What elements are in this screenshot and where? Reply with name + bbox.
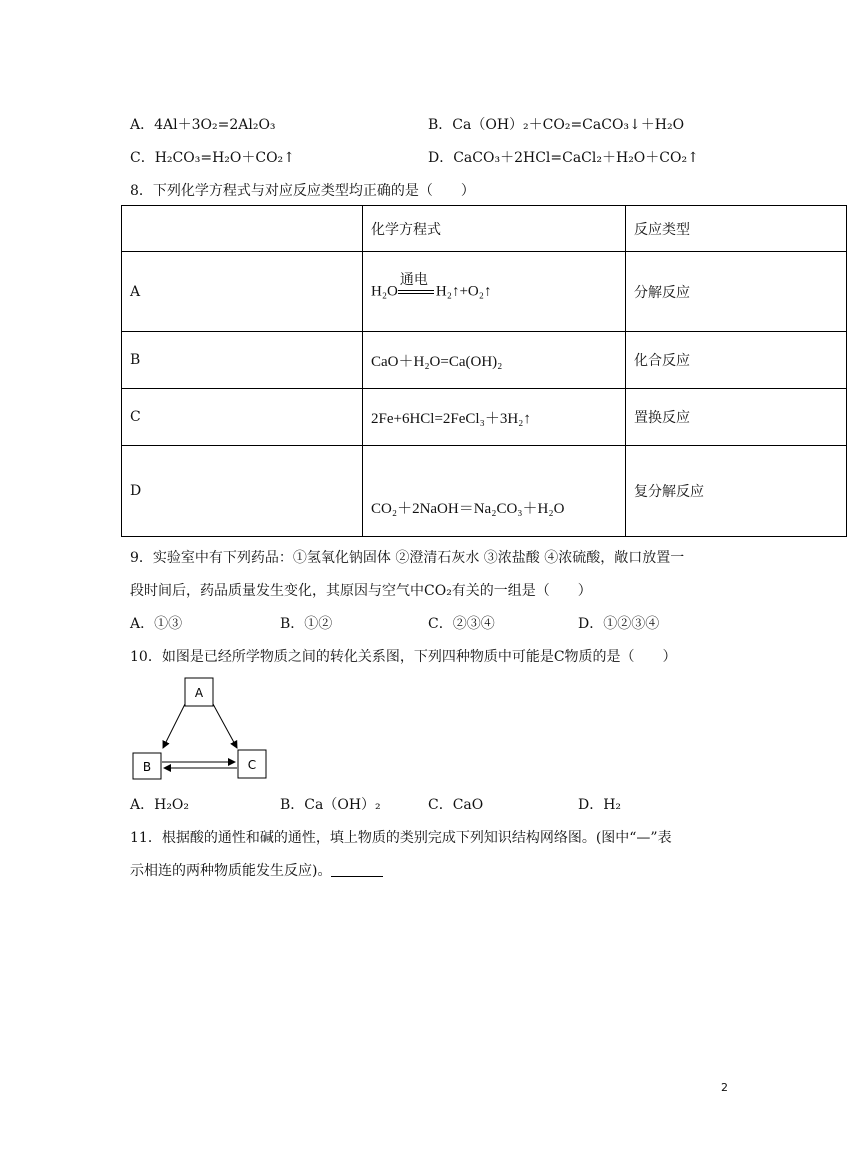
node-c-label: C <box>247 758 257 772</box>
q9-option-a: A．①③ <box>130 616 183 632</box>
table-row <box>122 332 847 389</box>
q7-option-b: B．Ca（OH）₂＋CO₂=CaCO₃↓＋H₂O <box>428 117 685 133</box>
q7-option-c: C．H₂CO₃=H₂O＋CO₂↑ <box>130 150 295 166</box>
row-equation: CO₂＋2NaOH＝Na₂CO₃＋H₂O <box>363 446 626 537</box>
row-label: A <box>122 252 363 332</box>
header-type-cell: 反应类型 <box>626 206 847 252</box>
q10-option-b: B．Ca（OH）₂ <box>280 797 381 813</box>
page-number: 2 <box>721 1081 728 1094</box>
q9-option-d: D．①②③④ <box>578 616 660 632</box>
q9-stem-line2: 段时间后，药品质量发生变化，其原因与空气中CO₂有关的一组是（ ） <box>130 583 592 599</box>
header-blank-cell <box>122 206 363 252</box>
row-label: C <box>122 389 363 446</box>
q9-option-b: B．①② <box>280 616 333 632</box>
row-label: D <box>122 446 363 537</box>
q10-option-d: D．H₂ <box>578 797 622 813</box>
row-type: 化合反应 <box>626 332 847 389</box>
q7-option-d: D．CaCO₃＋2HCl=CaCl₂＋H₂O＋CO₂↑ <box>428 150 699 166</box>
table-header-row <box>122 206 847 252</box>
row-type: 置换反应 <box>626 389 847 446</box>
table-row <box>122 446 847 537</box>
q10-option-a: A．H₂O₂ <box>130 797 190 813</box>
q11-stem-line1: 11．根据酸的通性和碱的通性，填上物质的类别完成下列知识结构网络图。(图中“—”表 <box>130 830 672 846</box>
equation-right: H₂↑+O₂↑ <box>435 282 492 299</box>
q10-stem: 10．如图是已经所学物质之间的转化关系图，下列四种物质中可能是C物质的是（ ） <box>130 649 677 665</box>
answer-blank[interactable] <box>331 862 383 877</box>
q8-stem: 8．下列化学方程式与对应反应类型均正确的是（ ） <box>130 183 475 199</box>
q10-option-c: C．CaO <box>428 797 484 813</box>
header-equation-cell: 化学方程式 <box>363 206 626 252</box>
row-type: 分解反应 <box>626 252 847 332</box>
row-equation <box>363 252 626 332</box>
q11-stem-line2 <box>130 860 383 880</box>
table-row <box>122 389 847 446</box>
q9-option-c: C．②③④ <box>428 616 495 632</box>
conversion-diagram <box>128 676 273 784</box>
table-row <box>122 252 847 332</box>
q7-option-a: A．4Al＋3O₂=2Al₂O₃ <box>130 117 276 133</box>
reaction-table <box>121 205 847 537</box>
node-a-label: A <box>194 686 204 700</box>
q9-stem-line1: 9．实验室中有下列药品：①氢氧化钠固体 ②澄清石灰水 ③浓盐酸 ④浓硫酸，敞口放置一 <box>130 550 685 566</box>
condition-label: 通电 <box>399 272 428 288</box>
node-b-label: B <box>142 760 152 774</box>
arrow-a-to-b <box>163 704 185 748</box>
equation-left: H₂O <box>371 282 398 299</box>
row-label: B <box>122 332 363 389</box>
row-equation: CaO＋H₂O=Ca(OH)₂ <box>363 332 626 389</box>
q11-stem-text: 示相连的两种物质能发生反应)。 <box>130 863 332 879</box>
row-type: 复分解反应 <box>626 446 847 537</box>
arrow-a-to-c <box>213 704 237 748</box>
row-equation: 2Fe+6HCl=2FeCl₃＋3H₂↑ <box>363 389 626 446</box>
reaction-condition <box>398 272 436 301</box>
